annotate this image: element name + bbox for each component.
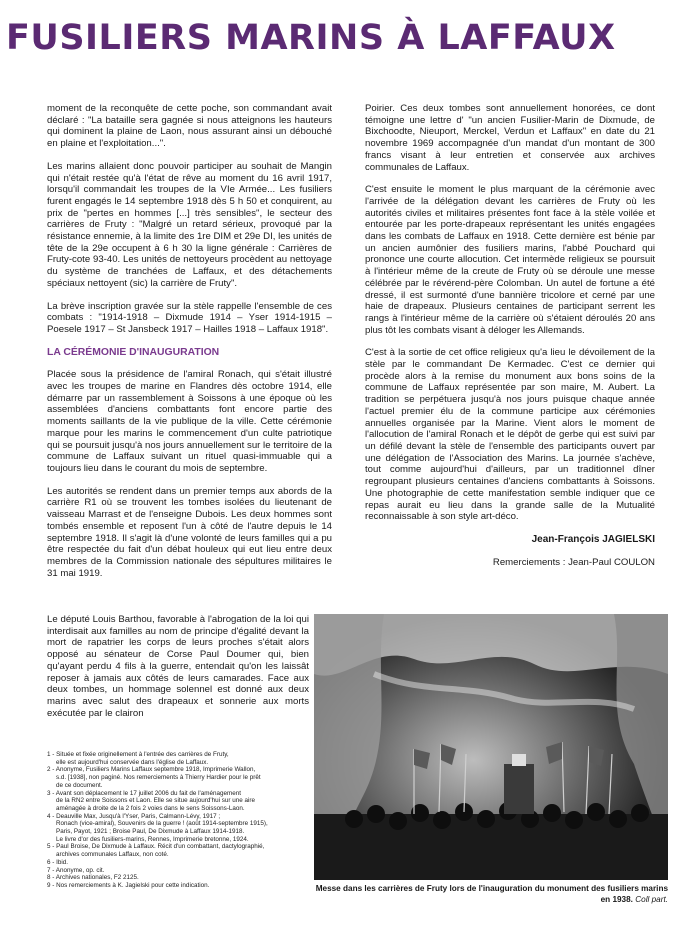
footnote: 5 - Paul Broise, De Dixmude à Laffaux. Récit d'un combattant, dactylographié, [47,843,265,851]
footnote: de la RN2 entre Soissons et Laon. Elle se situe aujourd'hui sur une aire [56,797,255,805]
footnotes [47,751,305,890]
paragraph: C'est ensuite le moment le plus marquant de la cérémonie avec l'arrivée de la délégation devant les carrières de Fruty où les autorités civiles et militaires présentes font face à la stèle voilée et entourée par les porte-drapeaux représentant les unités engagées dans les combats de Laffaux en 1918. Cette dernière est bénie par un ancien aumônier des fusiliers marins, l'abbé Pouchard qui prononce une courte allocution. Cet intermède religieux se poursuit à l'intérieur même de la creute de Fruty où se déroule une messe célébrée par le révérend-père Colomban. Un autel de fortune a été dressé, il est surmonté d'une bannière tricolore et cerné par une haie de drapeaux. Plusieurs centaines de participant serrent les rangs à l'intérieur même de la carrière où s'étaient déroulés 20 ans plus tôt les combats visant à déloger les Allemands. [365,184,655,336]
paragraph: Les marins allaient donc pouvoir participer au souhait de Mangin qui n'était restée qu'à l'état de rêve au moment du 16 avril 1917, lorsqu'il commandait les troupes de la VIe Armée... Les fusiliers furent engagés le 14 septembre 1918 dès 5 h 50 et conquirent, au prix de "pertes en hommes [...] très sensibles", le secteur des carrières de Fruty : "Malgré un retard sérieux, provoqué par la résistance ennemie, à la limite des 1re DIM et 29e DI, les unités de tête de la 29e occupent à 6 h 30 la ligne générale : Carrières de Fruty-cote 93-40. Les unités de nettoyeurs procèdent au nettoyage du système de tranchées de Laffaux, et des détachements spéciaux nettoyent (sic) la carrière de Fruty". [47,160,332,289]
paragraph: moment de la reconquête de cette poche, son commandant avait déclaré : "La bataille sera gagnée si nous atteignons les hauteurs qui dominent la plaine de Laon, nous assurant ainsi un débouché en plaine et l'exploitation...". [47,103,332,150]
right-column [365,103,655,579]
footnote: elle est aujourd'hui conservée dans l'église de Laffaux. [56,758,209,766]
footnote: 8 - Archives nationales, F2 2125. [47,874,139,882]
left-column [47,103,332,590]
footnote: 1 - Située et fixée originellement à l'entrée des carrières de Fruty, [47,751,229,758]
ceremony-photo [314,614,668,880]
acknowledgements: Remerciements : Jean-Paul COULON [492,556,655,568]
footnote: 2 - Anonyme, Fusiliers Marins Laffaux septembre 1918, Imprimerie Wallon, [47,766,256,774]
footnote: archives communales Laffaux, non coté. [56,851,169,859]
caption-text: Messe dans les carrières de Fruty lors de l'inauguration du monument des fusiliers marins en 1938. [315,884,668,904]
paragraph: Les autorités se rendent dans un premier temps aux abords de la carrière R1 où se trouvent les tombes isolées du lieutenant de vaisseau Marrast et de l'enseigne Dubois. Les deux hommes sont tombés ensemble et reposent l'un à côté de l'autre depuis le 14 septembre 1918. Il s'agit là d'une volonté de leurs familles qui a pu être respectée du fait d'un débat houleux qui eut lieu entre deux membres de la Commission nationale des sépultures militaires le 31 mai 1919. [47,485,332,579]
paragraph: Le député Louis Barthou, favorable à l'abrogation de la loi qui interdisait aux familles au nom de principe d'égalité devant la mort de rapatrier les corps de leurs proches s'était alors opposé au sénateur de Corse Paul Doumer qui, bien qu'ayant perdu 4 fils à la guerre, entendait qu'on les laissât reposer à jamais aux côtés de leurs camarades. Face aux deux tombes, un hommage solennel est donné aux deux marins avec salut des drapeaux et sonnerie aux morts exécutée par le clairon [47,614,309,719]
footnote: aménagée à droite de la 2 fois 2 voies dans le sens Soissons-Laon. [56,804,245,812]
paragraph: Poirier. Ces deux tombes sont annuellement honorées, ce dont témoigne une lettre d' "un ancien Fusilier-Marin de Dixmude, de Bixchoodte, Nieuport, Merckel, Verdun et Laffaux" en date du 21 novembre 1969 accompagnée d'un mandat d'un montant de 300 francs visant à leur entretien et conservée aux archives communales de Laffaux. [365,103,655,173]
paragraph: Placée sous la présidence de l'amiral Ronach, qui s'était illustré avec les troupes de marine en Flandres dès octobre 1914, elle démarre par un rassemblement à Soissons à une époque où les assemblées d'anciens combattants font encore partie des moments saillants de la vie publique de la ville. Cette cérémonie marque pour les marins le commencement d'un culte patriotique qui se poursuit jusqu'à nos jours annuellement sur le territoire de la commune de Laffaux suivant un rituel quasi-immuable qui a toujours lieu dans le courant du mois de septembre. [47,369,332,474]
section-heading: LA CÉRÉMONIE D'INAUGURATION [47,346,220,358]
footnote: de ce document. [56,781,103,789]
footnote: Paris, Payot, 1921 ; Broise Paul, De Dixmude à Laffaux 1914-1918. [56,828,245,836]
cave-mass-photo-illustration [314,614,668,880]
paragraph: C'est à la sortie de cet office religieux qu'a lieu le dévoilement de la stèle par le commandant De Kermadec. C'est ce dernier qui procède alors à la remise du monument aux bons soins de la commune de Laffaux représentée par son maire, M. Aubert. La tradition se perpétuera jusqu'à nos jours puisque chaque année l'actuel premier élu de la commune participe aux cérémonies annuelles organisée par la Marine. Vient alors le moment de l'allocution de l'amiral Ronach et le dépôt de gerbe qui est suivi par un défilé devant la stèle de l'ensemble des participants ouvert par une délégation de l'Association des Marins. La journée s'achève, tout comme aujourd'hui d'ailleurs, par un traditionnel dîner regroupant plusieurs centaines d'anciens combattants à Soissons. Une photographie de cette manifestation semble indiquer que ce repas aurait eu lieu dans la grande salle de la Mutualité reconnaissable à son style art-déco. [365,347,655,523]
page-title: FUSILIERS MARINS À LAFFAUX [6,18,616,58]
photo-caption [314,884,668,905]
paragraph: La brève inscription gravée sur la stèle rappelle l'ensemble de ces combats : "1914-1918 – Dixmude 1914 – Yser 1914-1915 – Poesele 1917 – St Jansbeck 1917 – Hailles 1918 – Laffaux 1918". [47,300,332,335]
footnote: Ronach (vice-amiral), Souvenirs de la guerre ! (août 1914-septembre 1915), [56,820,268,828]
footnote: Le livre d'or des fusiliers-marins, Rennes, Imprimerie bretonne, 1924. [56,835,249,843]
footnote: 9 - Nos remerciements à K. Jagielski pour cette indication. [47,881,210,889]
footnote: 6 - Ibid. [47,858,68,866]
footnote: 3 - Avant son déplacement le 17 juillet 2006 du fait de l'aménagement [47,789,241,797]
footnote: 4 - Deauville Max, Jusqu'à l'Yser, Paris, Calmann-Lévy, 1917 ; [47,812,221,820]
footnote: 7 - Anonyme, op. cit. [47,866,105,874]
author-signature: Jean-François JAGIELSKI [531,533,655,545]
footnote: s.d. [1938], non paginé. Nos remerciements à Thierry Hardier pour le prêt [56,774,261,782]
photo-credit: Coll part. [635,894,668,904]
left-lower-column [47,614,309,719]
